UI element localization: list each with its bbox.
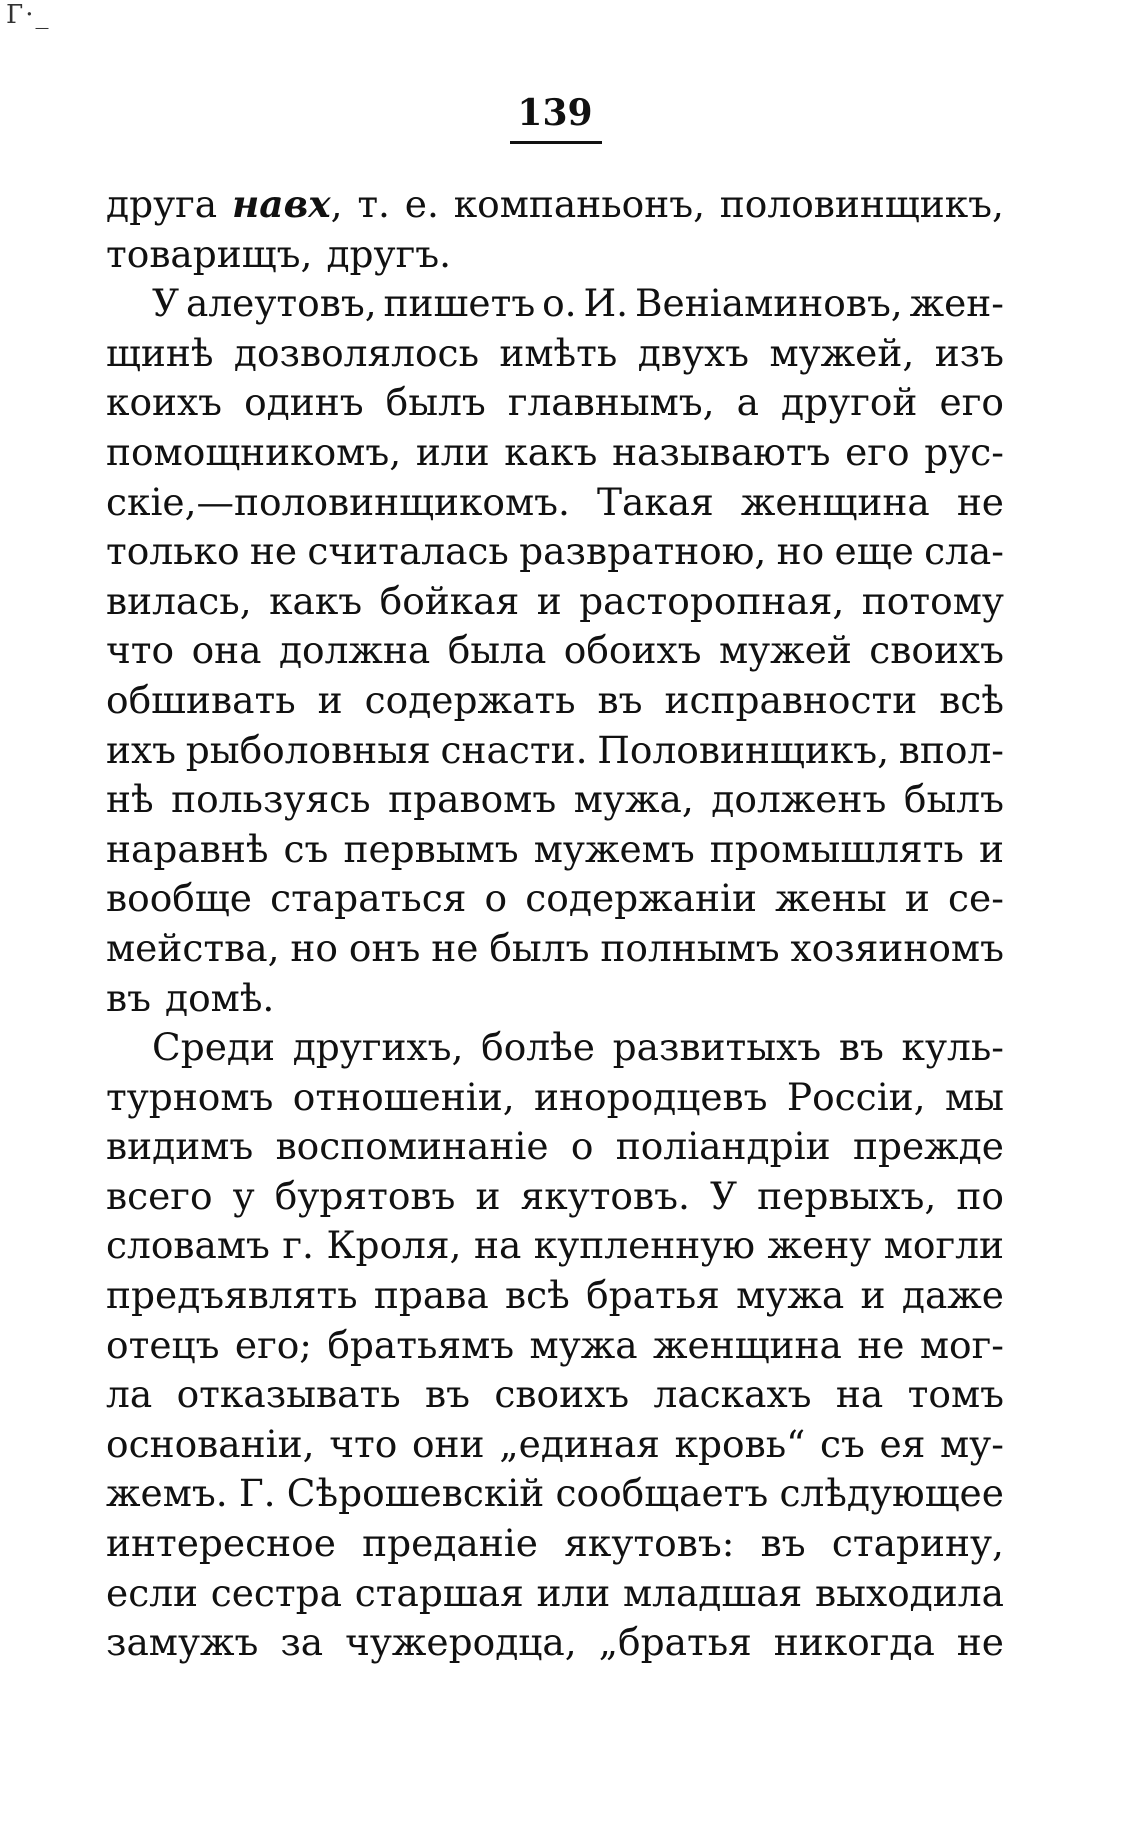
text-line xyxy=(106,180,1004,230)
word: что xyxy=(106,628,175,673)
word: не xyxy=(956,479,1004,524)
word: и xyxy=(317,677,343,722)
word: женщина xyxy=(740,479,930,524)
word: не xyxy=(956,1620,1004,1665)
word: другой xyxy=(781,380,918,425)
word: ея xyxy=(879,1421,926,1466)
word: словамъ xyxy=(106,1223,270,1268)
text-line xyxy=(106,1569,1004,1619)
page-number: 139 xyxy=(517,92,593,134)
word: рыболовныя xyxy=(185,727,431,772)
emphasized-word: навх xyxy=(231,182,331,226)
text-line xyxy=(106,1618,1004,1668)
word: „единая xyxy=(499,1421,660,1466)
text-line xyxy=(106,1271,1004,1321)
word: должна xyxy=(278,628,431,673)
word: замужъ xyxy=(106,1620,259,1665)
word: только xyxy=(106,529,240,574)
word: своихъ xyxy=(494,1372,630,1417)
word: промышлять xyxy=(709,826,964,871)
word: сестра xyxy=(210,1570,343,1615)
word: развитыхъ xyxy=(612,1025,822,1070)
word: жемъ. xyxy=(106,1471,228,1516)
word: даже xyxy=(901,1273,1004,1318)
word: или xyxy=(415,429,490,474)
word: своихъ xyxy=(869,628,1004,673)
word: за xyxy=(280,1620,324,1665)
word: всего xyxy=(106,1173,213,1218)
word: всѣ xyxy=(505,1273,570,1318)
word: жены xyxy=(775,876,887,921)
word: товарищъ, xyxy=(106,231,313,276)
word: а xyxy=(736,380,759,425)
text-line xyxy=(106,775,1004,825)
word: Россіи, xyxy=(786,1074,926,1119)
word: его; xyxy=(234,1322,312,1367)
word: еще xyxy=(834,529,914,574)
text-line xyxy=(106,626,1004,676)
word: У xyxy=(152,281,180,326)
word: но xyxy=(290,925,338,970)
word: Кроля, xyxy=(326,1223,462,1268)
word: якутовъ. xyxy=(520,1173,690,1218)
word: г. xyxy=(282,1223,314,1268)
word: бойкая xyxy=(379,578,520,623)
word: куль- xyxy=(901,1025,1004,1070)
word: обоихъ xyxy=(563,628,702,673)
word: Такая xyxy=(596,479,714,524)
word: томъ xyxy=(907,1372,1004,1417)
text-line xyxy=(106,726,1004,776)
word: купленную xyxy=(533,1223,756,1268)
word: правомъ xyxy=(388,777,557,822)
word: съ xyxy=(819,1421,865,1466)
word: предъявлять xyxy=(106,1273,358,1318)
text-line xyxy=(106,230,1004,280)
word: потому xyxy=(861,578,1004,623)
word: Среди xyxy=(152,1025,275,1070)
scan-corner-mark: Г·_ xyxy=(6,0,51,30)
word: что xyxy=(329,1421,398,1466)
word: выходила xyxy=(814,1570,1004,1615)
word: былъ xyxy=(489,925,590,970)
word: е. xyxy=(404,182,439,226)
word: могли xyxy=(883,1223,1004,1268)
word: помощникомъ, xyxy=(106,429,402,474)
word: но xyxy=(776,529,825,574)
word: его xyxy=(939,380,1004,425)
word: друга xyxy=(106,182,218,226)
word: ласкахъ xyxy=(653,1372,812,1417)
word: изъ xyxy=(934,330,1004,375)
word: не xyxy=(431,925,479,970)
word: отецъ xyxy=(106,1322,220,1367)
text-line xyxy=(106,428,1004,478)
word: якутовъ: xyxy=(564,1521,735,1566)
text-line xyxy=(106,874,1004,924)
text-line xyxy=(106,974,1004,1024)
word: обшивать xyxy=(106,677,296,722)
word: была xyxy=(447,628,547,673)
word: мужей xyxy=(718,628,852,673)
word: о. xyxy=(542,281,577,326)
word: въ xyxy=(425,1372,471,1417)
word: „братья xyxy=(598,1620,752,1665)
word: му- xyxy=(940,1421,1004,1466)
word: и xyxy=(860,1273,886,1318)
word: имѣть xyxy=(499,330,618,375)
word: о xyxy=(570,1124,594,1169)
word: они xyxy=(411,1421,485,1466)
word: младшая xyxy=(622,1570,803,1615)
text-line xyxy=(106,279,1004,329)
word: скіе,—половинщикомъ. xyxy=(106,479,570,524)
word: женщина xyxy=(653,1322,842,1367)
word: первыхъ, xyxy=(757,1173,937,1218)
page-number-underline xyxy=(510,141,602,144)
text-line xyxy=(106,378,1004,428)
word: инородцевъ xyxy=(534,1074,768,1119)
text-line xyxy=(106,1221,1004,1271)
word: не xyxy=(857,1322,905,1367)
text-line xyxy=(106,676,1004,726)
word: у xyxy=(232,1173,255,1218)
word: мужей, xyxy=(769,330,915,375)
word: дозволялось xyxy=(233,330,479,375)
word: бурятовъ xyxy=(274,1173,456,1218)
text-line xyxy=(106,1172,1004,1222)
word: чужеродца, xyxy=(345,1620,577,1665)
word: воспоминаніе xyxy=(275,1124,549,1169)
text-line xyxy=(106,1023,1004,1073)
word: его xyxy=(845,429,910,474)
word: права xyxy=(373,1273,489,1318)
word: пишетъ xyxy=(383,281,536,326)
text-line xyxy=(106,1370,1004,1420)
text-line xyxy=(106,1122,1004,1172)
word: жену xyxy=(767,1223,872,1268)
word: въ xyxy=(760,1521,806,1566)
word: полнымъ xyxy=(600,925,780,970)
word: и xyxy=(978,826,1004,871)
word: Г. xyxy=(238,1471,276,1516)
text-line xyxy=(106,1073,1004,1123)
text-line xyxy=(106,1469,1004,1519)
word: братья xyxy=(586,1273,720,1318)
word: жен- xyxy=(909,281,1004,326)
word: отказывать xyxy=(176,1372,401,1417)
word: какъ xyxy=(269,578,363,623)
word: старину, xyxy=(831,1521,1004,1566)
text-line xyxy=(106,924,1004,974)
text-line xyxy=(106,1420,1004,1470)
word: если xyxy=(106,1570,199,1615)
word: развратною, xyxy=(519,529,767,574)
word: первымъ xyxy=(343,826,519,871)
word: на xyxy=(473,1223,522,1268)
word: въ xyxy=(597,677,643,722)
text-line xyxy=(106,1321,1004,1371)
word: содержаніи xyxy=(525,876,757,921)
word: компаньонъ, xyxy=(453,182,705,226)
word: нѣ xyxy=(106,777,154,822)
word: былъ xyxy=(903,777,1004,822)
word: Веніаминовъ, xyxy=(635,281,903,326)
word: въ xyxy=(838,1025,884,1070)
word: или xyxy=(536,1570,611,1615)
word: мужа xyxy=(736,1273,845,1318)
word: отношеніи, xyxy=(292,1074,515,1119)
word: никогда xyxy=(773,1620,935,1665)
word: ихъ xyxy=(106,727,177,772)
word: двухъ xyxy=(637,330,750,375)
word: называютъ xyxy=(612,429,831,474)
word: мужа, xyxy=(573,777,694,822)
word: о xyxy=(484,876,508,921)
word: се- xyxy=(948,876,1004,921)
word: мог- xyxy=(919,1322,1004,1367)
word: другъ. xyxy=(326,231,452,276)
word: ла xyxy=(106,1372,153,1417)
word: считалась xyxy=(307,529,509,574)
text-line xyxy=(106,1519,1004,1569)
word: преданіе xyxy=(362,1521,538,1566)
word: она xyxy=(191,628,262,673)
text-line xyxy=(106,329,1004,379)
word: по xyxy=(956,1173,1004,1218)
word: исправности xyxy=(664,677,918,722)
word: домѣ. xyxy=(164,975,275,1020)
word: наравнѣ xyxy=(106,826,269,871)
word: стараться xyxy=(270,876,467,921)
word: Половинщикъ, xyxy=(597,727,890,772)
word: и xyxy=(475,1173,501,1218)
word: не xyxy=(249,529,298,574)
word: онъ xyxy=(348,925,421,970)
word: другихъ, xyxy=(292,1025,464,1070)
word: и xyxy=(536,578,562,623)
word: расторопная, xyxy=(579,578,845,623)
text-line xyxy=(106,478,1004,528)
word: поліандріи xyxy=(615,1124,831,1169)
word: всѣ xyxy=(939,677,1004,722)
word: долженъ xyxy=(711,777,887,822)
word: братьямъ xyxy=(327,1322,515,1367)
word: прежде xyxy=(852,1124,1004,1169)
word: слѣдующее xyxy=(779,1471,1004,1516)
word: интересное xyxy=(106,1521,336,1566)
word: содержать xyxy=(364,677,576,722)
word: основаніи, xyxy=(106,1421,315,1466)
word: пользуясь xyxy=(171,777,371,822)
word: сла- xyxy=(924,529,1004,574)
word: И. xyxy=(583,281,629,326)
word: У xyxy=(709,1173,738,1218)
word: Сѣрошевскій xyxy=(286,1471,545,1516)
word: какъ xyxy=(504,429,598,474)
word: съ xyxy=(283,826,329,871)
word: видимъ xyxy=(106,1124,254,1169)
word: былъ xyxy=(385,380,486,425)
word: хозяиномъ xyxy=(790,925,1004,970)
text-line xyxy=(106,577,1004,627)
word: мужемъ xyxy=(533,826,695,871)
word: половинщикъ, xyxy=(719,182,1004,226)
word: главнымъ, xyxy=(507,380,715,425)
word: т. xyxy=(357,182,390,226)
word: навх, xyxy=(232,180,343,230)
word: вообще xyxy=(106,876,252,921)
word: одинъ xyxy=(244,380,364,425)
word: въ xyxy=(106,975,151,1020)
word: турномъ xyxy=(106,1074,274,1119)
word: мы xyxy=(944,1074,1004,1119)
word: и xyxy=(904,876,930,921)
text-line xyxy=(106,527,1004,577)
word: щинѣ xyxy=(106,330,214,375)
word: впол- xyxy=(898,727,1004,772)
word: сообщаетъ xyxy=(555,1471,769,1516)
word: кровь“ xyxy=(674,1421,806,1466)
word: мужа xyxy=(529,1322,638,1367)
word: болѣе xyxy=(481,1025,595,1070)
word: на xyxy=(835,1372,884,1417)
word: алеутовъ, xyxy=(186,281,377,326)
word: старшая xyxy=(354,1570,524,1615)
word: коихъ xyxy=(106,380,223,425)
word: снасти. xyxy=(440,727,588,772)
word: рус- xyxy=(924,429,1004,474)
text-line xyxy=(106,825,1004,875)
body-text xyxy=(106,180,1004,1668)
word: вилась, xyxy=(106,578,252,623)
word: мейства, xyxy=(106,925,280,970)
